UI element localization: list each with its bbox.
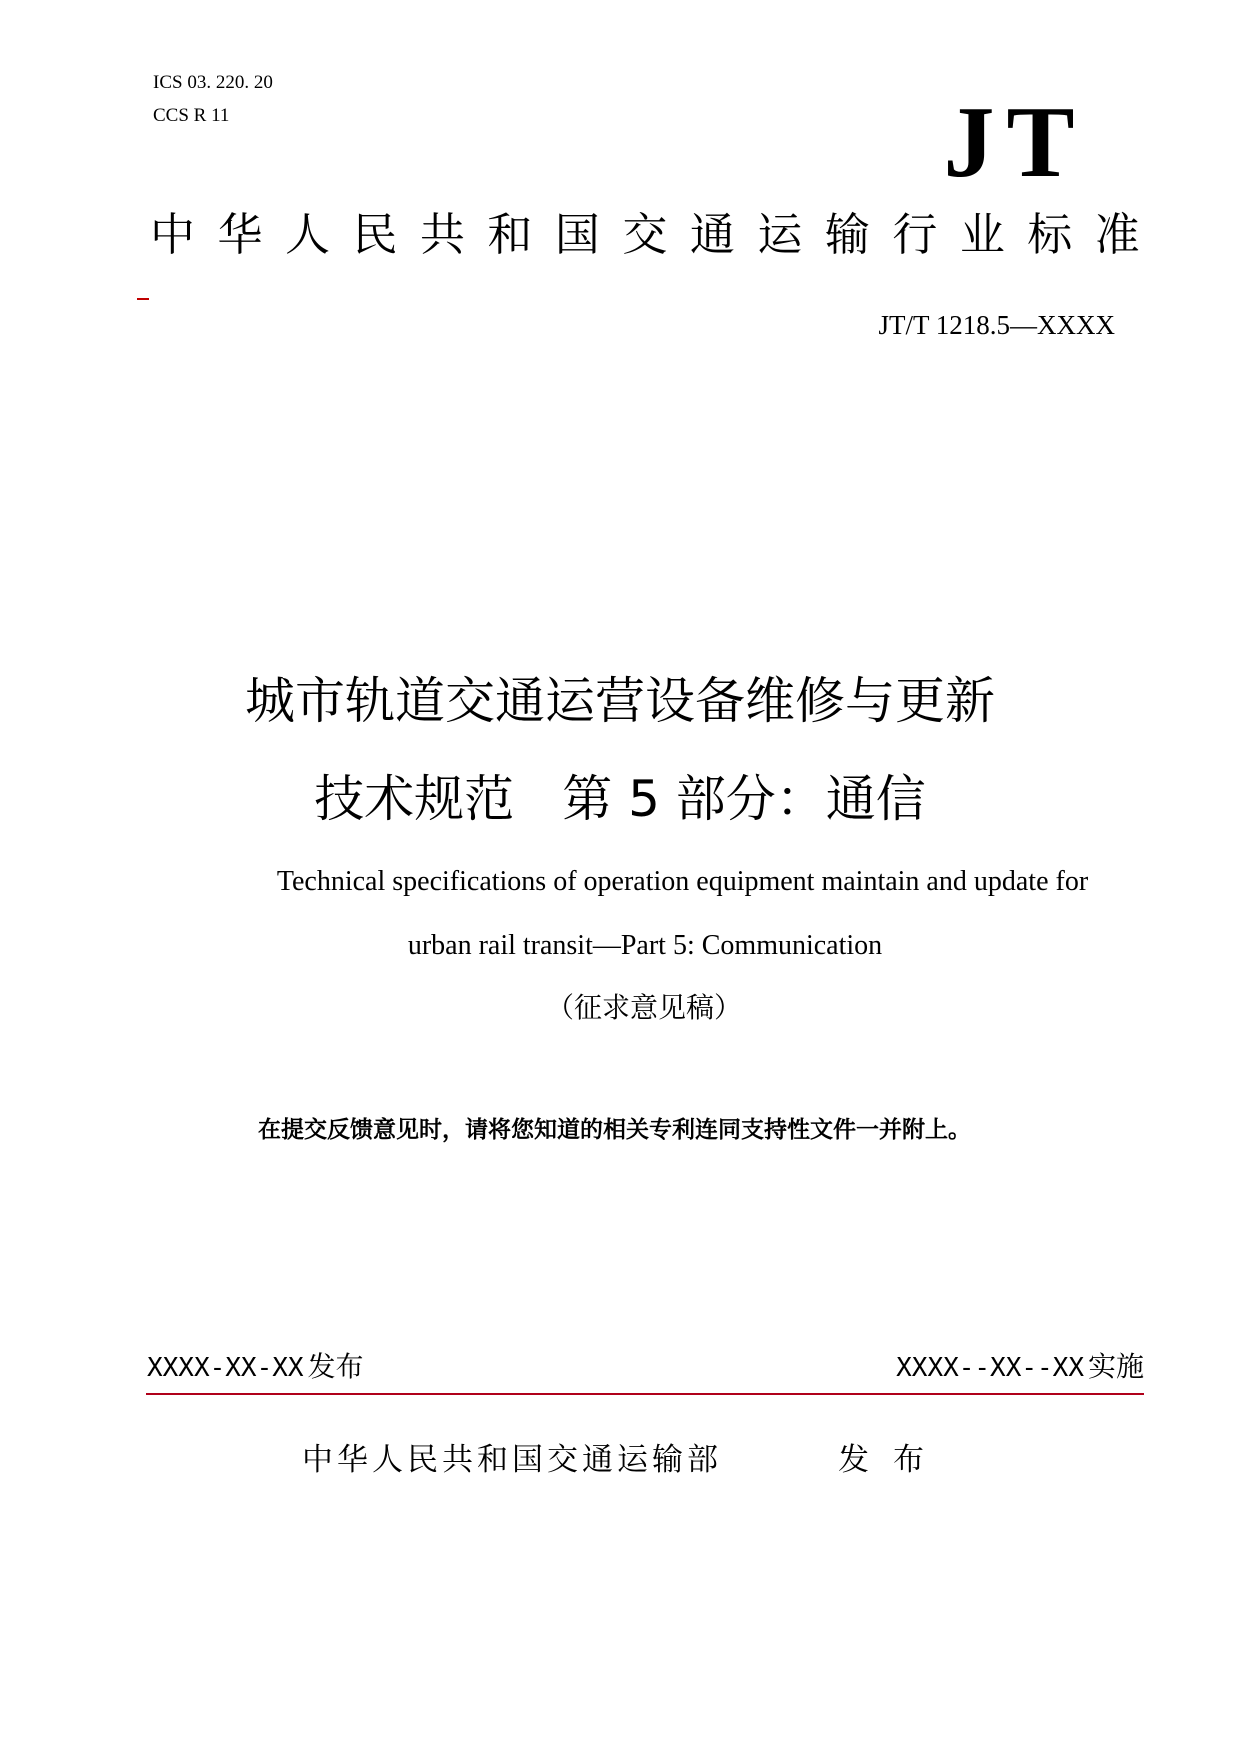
red-dash-mark xyxy=(137,298,149,300)
standard-title xyxy=(150,207,1140,263)
issue-date-code: XXXX-XX-XX xyxy=(147,1353,304,1383)
standard-title-char: 标 xyxy=(1027,208,1073,261)
standard-title-char: 准 xyxy=(1094,208,1140,261)
standard-title-char: 民 xyxy=(352,208,398,261)
standard-title-char: 行 xyxy=(892,208,938,261)
standard-title-char: 交 xyxy=(622,208,668,261)
standard-number: JT/T 1218.5—XXXX xyxy=(878,310,1115,340)
issue-date-label: 发布 xyxy=(307,1350,364,1383)
jt-logo: JT xyxy=(943,86,1087,199)
issuer-name: 中华人民共和国交通运输部 xyxy=(302,1442,722,1478)
standard-title-char: 国 xyxy=(554,208,600,261)
standard-title-char: 运 xyxy=(757,208,803,261)
standard-title-char: 业 xyxy=(959,208,1005,261)
patent-notice: 在提交反馈意见时，请将您知道的相关专利连同支持性文件一并附上。 xyxy=(258,1117,971,1143)
issue-date xyxy=(147,1350,364,1385)
chinese-title-line-2 xyxy=(0,768,1240,830)
standard-title-char: 输 xyxy=(824,208,870,261)
chinese-title-line-1: 城市轨道交通运营设备维修与更新 xyxy=(245,672,995,730)
standard-title-char: 华 xyxy=(217,208,263,261)
ics-code: ICS 03. 220. 20 xyxy=(153,72,273,93)
standard-title-char: 和 xyxy=(487,208,533,261)
ccs-code: CCS R 11 xyxy=(153,105,230,126)
standard-title-char: 人 xyxy=(284,208,330,261)
implementation-date-code: XXXX--XX--XX xyxy=(896,1353,1084,1383)
standard-title-char: 共 xyxy=(419,208,465,261)
english-title-line-2: urban rail transit—Part 5: Communication xyxy=(407,930,883,961)
implementation-date-label: 实施 xyxy=(1087,1350,1144,1383)
chinese-title-part-b: 第 5 部分：通信 xyxy=(562,770,926,828)
implementation-date xyxy=(896,1350,1144,1385)
red-divider-rule xyxy=(146,1393,1144,1395)
chinese-title-part-a: 技术规范 xyxy=(314,770,515,828)
draft-status: （征求意见稿） xyxy=(545,991,742,1024)
english-title-line-1: Technical specifications of operation equipment maintain and update for xyxy=(276,866,1089,897)
standard-title-char: 中 xyxy=(150,208,196,261)
issuer-label: 发布 xyxy=(838,1442,948,1478)
standard-title-char: 通 xyxy=(689,208,735,261)
